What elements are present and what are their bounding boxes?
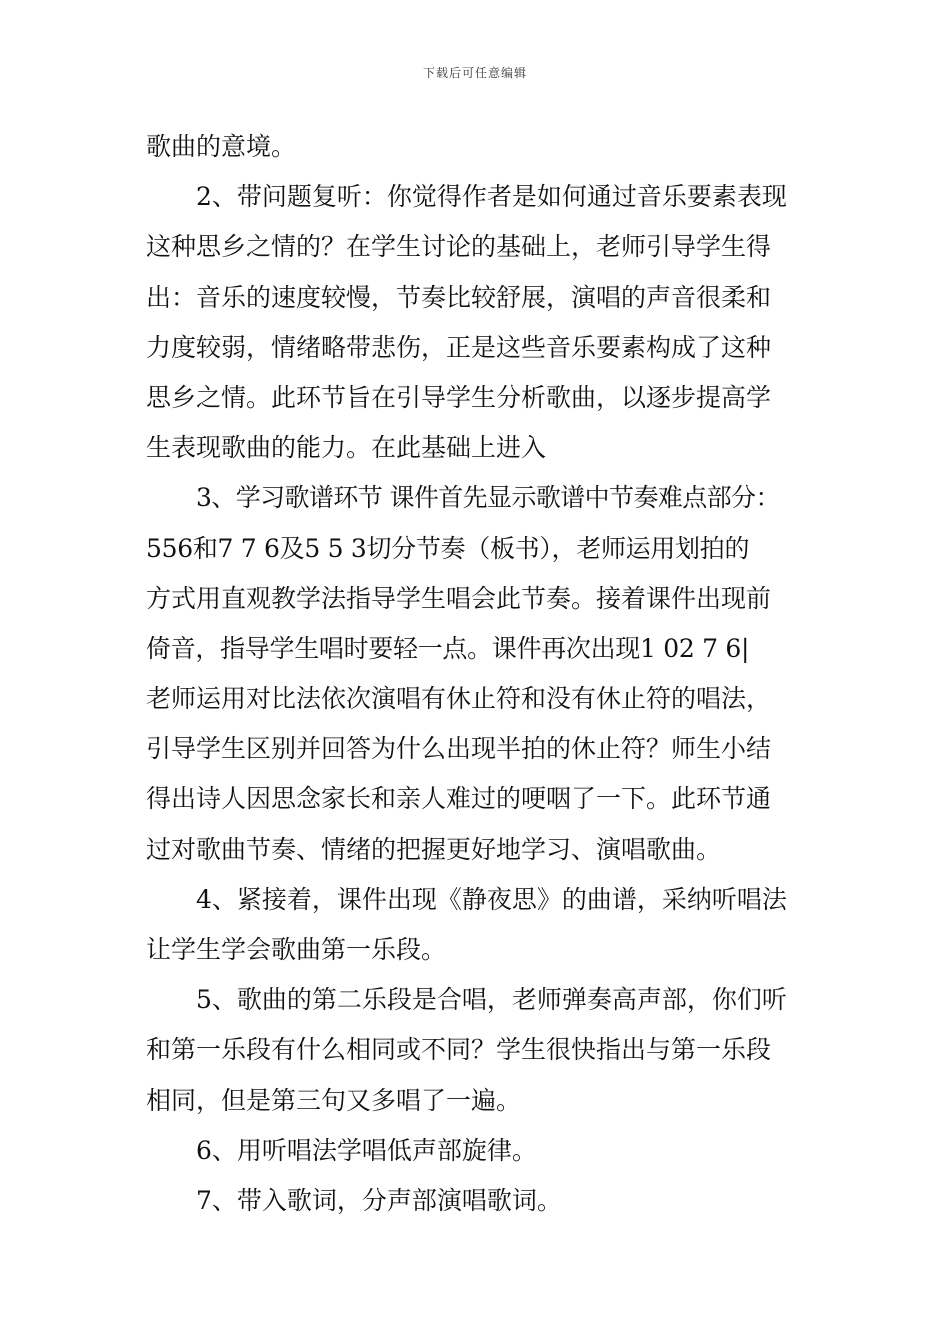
text-line: 相同，但是第三句又多唱了一遍。 xyxy=(146,1085,522,1115)
document-body xyxy=(146,122,816,1226)
text-line: 老师运用对比法依次演唱有休止符和没有休止符的唱法， xyxy=(146,684,772,714)
text-line: 出：音乐的速度较慢，节奏比较舒展，演唱的声音很柔和 xyxy=(146,282,772,312)
paragraph-6: 6、用听唱法学唱低声部旋律。 xyxy=(196,1135,537,1165)
text-line: 思乡之情。此环节旨在引导学生分析歌曲，以逐步提高学 xyxy=(146,382,772,412)
text-line: 歌曲的意境。 xyxy=(146,132,297,161)
paragraph-4-start: 4、紧接着，课件出现《静夜思》的曲谱，采纳听唱法 xyxy=(196,884,787,914)
paragraph-2-start: 2、带问题复听：你觉得作者是如何通过音乐要素表现 xyxy=(196,182,787,212)
text-line: 这种思乡之情的？在学生讨论的基础上，老师引导学生得 xyxy=(146,232,772,262)
text-line: 力度较弱，情绪略带悲伤，正是这些音乐要素构成了这种 xyxy=(146,332,772,362)
text-line: 倚音，指导学生唱时要轻一点。课件再次出现1 02 7 6| xyxy=(146,633,750,663)
text-line: 引导学生区别并回答为什么出现半拍的休止符？师生小结 xyxy=(146,734,772,764)
page-header: 下载后可任意编辑 xyxy=(422,66,527,80)
text-line: 方式用直观教学法指导学生唱会此节奏。接着课件出现前 xyxy=(146,583,772,613)
text-line: 生表现歌曲的能力。在此基础上进入 xyxy=(146,433,547,463)
text-line: 和第一乐段有什么相同或不同？学生很快指出与第一乐段 xyxy=(146,1035,772,1065)
text-line: 让学生学会歌曲第一乐段。 xyxy=(146,935,447,964)
paragraph-3-start: 3、学习歌谱环节 课件首先显示歌谱中节奏难点部分： xyxy=(196,483,780,513)
paragraph-5-start: 5、歌曲的第二乐段是合唱，老师弹奏高声部，你们听 xyxy=(196,985,787,1015)
text-line: 过对歌曲节奏、情绪的把握更好地学习、演唱歌曲。 xyxy=(146,834,722,864)
text-line: 556和7 7 6及5 5 3切分节奏（板书），老师运用划拍的 xyxy=(146,533,750,563)
text-line: 得出诗人因思念家长和亲人难过的哽咽了一下。此环节通 xyxy=(146,784,772,814)
paragraph-7: 7、带入歌词，分声部演唱歌词。 xyxy=(196,1185,562,1215)
